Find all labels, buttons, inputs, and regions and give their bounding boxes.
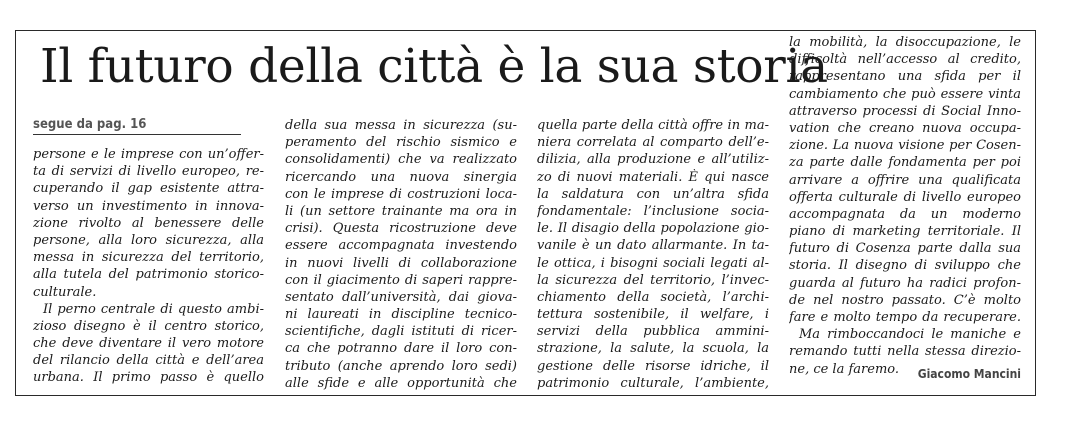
article-column-4 <box>789 34 1021 378</box>
text-line: servizi della pubblica ammini- <box>537 324 769 340</box>
text-line: niera correlata al comparto dell’e- <box>537 135 769 151</box>
text-line: peramento del rischio sismico e <box>285 135 517 151</box>
text-line: essere accompagnata investendo <box>285 238 517 254</box>
text-line: tributo (anche aprendo loro sedi) <box>285 358 517 374</box>
text-line: za parte dalle fondamenta per poi <box>789 155 1021 171</box>
text-line: chiamento della società, l’archi- <box>537 289 769 305</box>
text-line: persone, alla loro sicurezza, alla <box>33 232 264 248</box>
text-line: persone e le imprese con un’offer- <box>33 147 264 162</box>
text-line: zioso disegno è il centro storico, <box>33 318 264 334</box>
text-line: in nuovi livelli di collaborazione <box>285 255 517 271</box>
text-line: guarda al futuro ha radici profon- <box>789 275 1021 291</box>
text-line: urbana. Il primo passo è quello <box>33 370 264 386</box>
text-line: verso un investimento in innova- <box>33 198 264 214</box>
text-line: con il giacimento di saperi rappre- <box>285 272 517 288</box>
paragraph-start-line: Ma rimboccandoci le maniche e <box>799 327 1021 343</box>
text-line: piano di marketing territoriale. Il <box>789 224 1021 240</box>
text-line: storia. Il disegno di sviluppo che <box>789 258 1021 274</box>
text-line: che deve diventare il vero motore <box>33 336 264 352</box>
paragraph-start-line: Il perno centrale di questo ambi- <box>43 301 264 317</box>
text-line: del rilancio della città e dell’area <box>33 353 264 369</box>
text-line: strazione, la salute, la scuola, la <box>537 341 769 357</box>
text-line: sentato dall’università, dai giova- <box>285 289 517 305</box>
text-line: rappresentano una sfida per il <box>789 69 1021 85</box>
text-line: quella parte della città offre in ma- <box>537 118 769 133</box>
text-line: ca che potranno dare il loro con- <box>285 341 517 357</box>
text-line: la sicurezza del territorio, l’invec- <box>537 272 769 288</box>
text-line: attraverso processi di Social Inno- <box>789 103 1021 119</box>
text-line: dilizia, alla produzione e all’utiliz- <box>537 152 769 168</box>
text-line: con le imprese di costruzioni loca- <box>285 186 517 202</box>
article-column-3 <box>537 117 769 392</box>
text-line: ne, ce la faremo. <box>789 361 900 377</box>
text-line: de nel nostro passato. C’è molto <box>789 292 1021 308</box>
text-line: remando tutti nella stessa direzio- <box>789 344 1021 360</box>
follow-from-page-label: segue da pag. 16 <box>33 117 241 135</box>
text-line: ricercando una nuova sinergia <box>285 169 517 185</box>
text-line: fondamentale: l’inclusione socia- <box>537 203 769 219</box>
text-line: zione rivolto al benessere delle <box>33 215 264 231</box>
text-line: le. Il disagio della popolazione gio- <box>537 221 769 237</box>
text-line: scientifiche, dagli istituti di ricer- <box>285 324 517 340</box>
text-line: alle sfide e alle opportunità che <box>285 375 517 391</box>
text-line: patrimonio culturale, l’ambiente, <box>537 375 769 391</box>
text-line: cuperando il gap esistente attra- <box>33 181 264 197</box>
text-line: ni laureati in discipline tecnico- <box>285 307 517 323</box>
text-line: gestione delle risorse idriche, il <box>537 358 769 374</box>
text-line: culturale. <box>33 284 97 300</box>
text-line: difficoltà nell’accesso al credito, <box>789 52 1021 68</box>
headline: Il futuro della città è la sua storia <box>40 39 828 94</box>
author-signature: Giacomo Mancini <box>917 367 1021 381</box>
text-line: la mobilità, la disoccupazione, le <box>789 35 1021 50</box>
text-line: arrivare a offrire una qualificata <box>789 172 1021 188</box>
text-line: crisi). Questa ricostruzione deve <box>285 221 517 237</box>
text-line: zo di nuovi materiali. È qui nasce <box>537 169 769 185</box>
text-line: consolidamenti) che va realizzato <box>285 152 517 168</box>
text-line: li (un settore trainante ma ora in <box>285 203 517 219</box>
text-line: la saldatura con un’altra sfida <box>537 186 769 202</box>
text-line: le ottica, i bisogni sociali legati al- <box>537 255 769 271</box>
text-line: vation che creano nuova occupa- <box>789 120 1021 136</box>
text-line: messa in sicurezza del territorio, <box>33 250 264 266</box>
text-line: della sua messa in sicurezza (su- <box>285 118 517 133</box>
text-line: vanile è un dato allarmante. In ta- <box>537 238 769 254</box>
text-line: zione. La nuova visione per Cosen- <box>789 138 1021 154</box>
text-line: accompagnata da un moderno <box>789 206 1021 222</box>
text-line: fare e molto tempo da recuperare. <box>789 310 1021 325</box>
text-line: alla tutela del patrimonio storico- <box>33 267 264 283</box>
text-line: cambiamento che può essere vinta <box>789 86 1021 102</box>
text-line: futuro di Cosenza parte dalla sua <box>789 241 1021 257</box>
text-line: offerta culturale di livello europeo <box>789 189 1021 205</box>
text-line: ta di servizi di livello europeo, re- <box>33 164 264 180</box>
article-column-1 <box>33 146 264 387</box>
text-line: tettura sostenibile, il welfare, i <box>537 307 769 323</box>
article-column-2 <box>285 117 517 392</box>
